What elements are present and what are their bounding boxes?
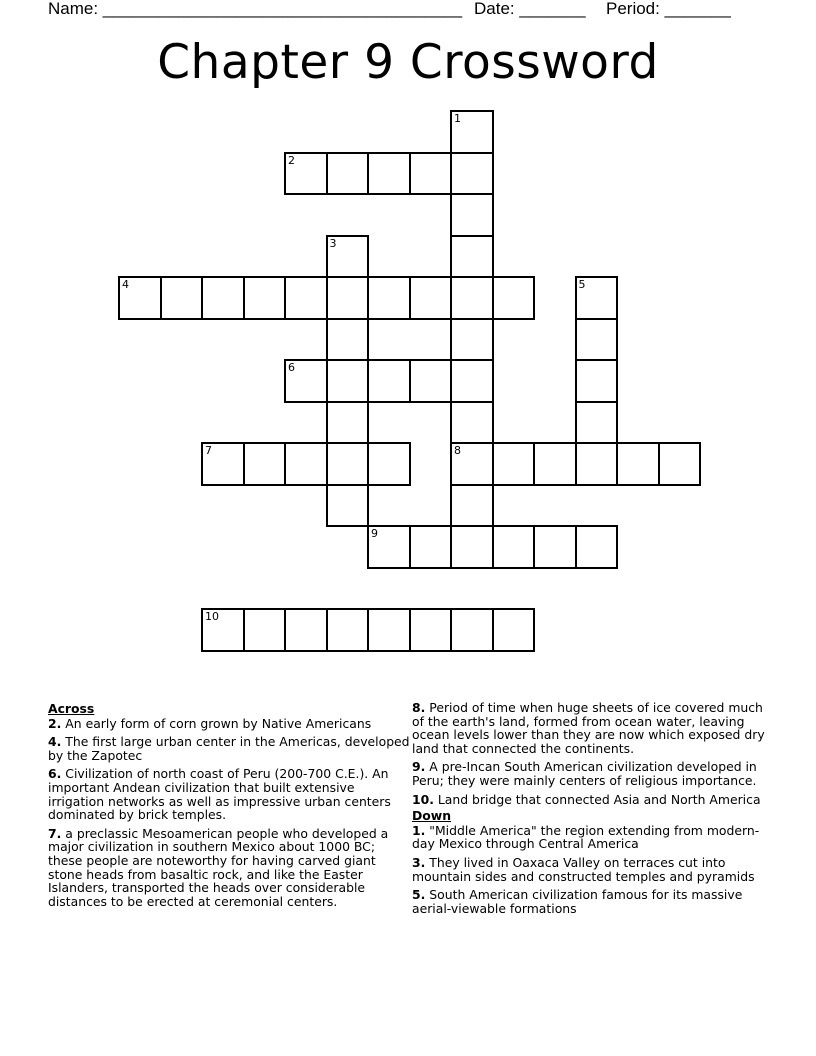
- cell-number: 1: [454, 112, 461, 125]
- clue-text: A pre-Incan South American civilization developed in Peru; they were mainly centers of religious importance.: [412, 759, 757, 788]
- grid-cell[interactable]: [575, 401, 619, 445]
- grid-cell[interactable]: [450, 401, 494, 445]
- grid-cell[interactable]: [450, 525, 494, 569]
- grid-cell[interactable]: [450, 359, 494, 403]
- clues-right-column: [412, 701, 772, 920]
- grid-cell[interactable]: [533, 525, 577, 569]
- grid-cell[interactable]: [450, 484, 494, 528]
- grid-cell[interactable]: [409, 525, 453, 569]
- clue-across-6: [48, 767, 410, 821]
- cell-number: 8: [454, 444, 461, 457]
- grid-cell[interactable]: [201, 608, 245, 652]
- clue-across-2: [48, 717, 410, 731]
- grid-cell[interactable]: [367, 608, 411, 652]
- grid-cell[interactable]: [367, 525, 411, 569]
- grid-cell[interactable]: [492, 608, 536, 652]
- down-heading: Down: [412, 808, 452, 824]
- grid-cell[interactable]: [326, 442, 370, 486]
- page-title: Chapter 9 Crossword: [157, 35, 659, 90]
- clue-number: 5.: [412, 887, 426, 903]
- clue-text: Civilization of north coast of Peru (200-700 C.E.). An important Andean civilization that built extensive irrigation networks as well as impressive urban centers dominated by brick temples.: [48, 766, 391, 823]
- grid-cell[interactable]: [284, 276, 328, 320]
- cell-number: 6: [288, 361, 295, 374]
- grid-cell[interactable]: [575, 442, 619, 486]
- grid-cell[interactable]: [326, 152, 370, 196]
- grid-cell[interactable]: [243, 276, 287, 320]
- clue-text: The first large urban center in the Americas, developed by the Zapotec: [48, 734, 410, 763]
- grid-cell[interactable]: [201, 276, 245, 320]
- grid-cell[interactable]: [492, 442, 536, 486]
- grid-cell[interactable]: [409, 276, 453, 320]
- clue-across-10: [412, 793, 772, 807]
- clue-text: Period of time when huge sheets of ice covered much of the earth's land, formed from ocean water, leaving ocean levels lower than they are now which exposed dry land that connected the continents.: [412, 700, 765, 756]
- grid-cell[interactable]: [575, 359, 619, 403]
- clue-number: 2.: [48, 715, 62, 731]
- clue-text: An early form of corn grown by Native Americans: [65, 715, 372, 731]
- grid-cell[interactable]: [201, 442, 245, 486]
- clue-number: 8.: [412, 700, 426, 715]
- grid-cell[interactable]: [284, 152, 328, 196]
- grid-cell[interactable]: [326, 608, 370, 652]
- date-field[interactable]: Date: _______: [474, 0, 586, 18]
- cell-number: 5: [578, 278, 586, 291]
- grid-cell[interactable]: [575, 318, 619, 362]
- grid-cell[interactable]: [616, 442, 660, 486]
- clue-text: Land bridge that connected Asia and North America: [437, 791, 761, 807]
- clue-across-7: [48, 827, 410, 909]
- header-line: [48, 0, 768, 20]
- grid-cell[interactable]: [284, 608, 328, 652]
- grid-cell[interactable]: [326, 318, 370, 362]
- clue-text: a preclassic Mesoamerican people who developed a major civilization in southern Mexico about 1000 BC; these people are noteworthy for having carved giant stone heads from basaltic rock, and like the Easter Islanders, transported the heads over considerable distances to be erected at ceremonial centers.: [48, 825, 389, 909]
- cell-number: 4: [122, 278, 129, 291]
- grid-cell[interactable]: [243, 608, 287, 652]
- grid-cell[interactable]: [450, 608, 494, 652]
- grid-cell[interactable]: [367, 359, 411, 403]
- grid-cell[interactable]: [284, 359, 328, 403]
- grid-cell[interactable]: [533, 442, 577, 486]
- clue-number: 6.: [48, 766, 62, 782]
- clue-number: 10.: [412, 791, 434, 807]
- clue-text: South American civilization famous for its massive aerial-viewable formations: [412, 887, 743, 916]
- clue-number: 3.: [412, 854, 426, 870]
- cell-number: 9: [371, 527, 378, 540]
- period-field[interactable]: Period: _______: [606, 0, 731, 18]
- across-heading: Across: [48, 701, 95, 716]
- grid-cell[interactable]: [409, 608, 453, 652]
- grid-cell[interactable]: [409, 359, 453, 403]
- grid-cell[interactable]: [367, 276, 411, 320]
- cell-number: 10: [205, 610, 219, 623]
- grid-cell[interactable]: [326, 276, 370, 320]
- grid-cell[interactable]: [118, 276, 162, 320]
- clue-text: They lived in Oaxaca Valley on terraces cut into mountain sides and constructed temples and pyramids: [412, 854, 755, 884]
- grid-cell[interactable]: [450, 152, 494, 196]
- grid-cell[interactable]: [658, 442, 702, 486]
- grid-cell[interactable]: [326, 235, 370, 279]
- grid-cell[interactable]: [450, 235, 494, 279]
- grid-cell[interactable]: [284, 442, 328, 486]
- grid-cell[interactable]: [326, 484, 370, 528]
- grid-cell[interactable]: [367, 152, 411, 196]
- cell-number: 3: [329, 236, 337, 250]
- clue-down-3: [412, 856, 772, 883]
- grid-cell[interactable]: [492, 276, 536, 320]
- grid-cell[interactable]: [450, 110, 494, 154]
- clue-across-8: [412, 701, 772, 755]
- clue-text: "Middle America" the region extending from modern-day Mexico through Central America: [412, 822, 760, 852]
- grid-cell[interactable]: [450, 276, 494, 320]
- grid-cell[interactable]: [367, 442, 411, 486]
- grid-cell[interactable]: [326, 401, 370, 445]
- clue-across-4: [48, 735, 410, 762]
- clue-down-5: [412, 888, 772, 915]
- grid-cell[interactable]: [243, 442, 287, 486]
- clue-number: 1.: [412, 822, 426, 838]
- cell-number: 2: [288, 153, 295, 167]
- grid-cell[interactable]: [409, 152, 453, 196]
- clue-number: 7.: [48, 825, 62, 841]
- grid-cell[interactable]: [450, 318, 494, 362]
- grid-cell[interactable]: [160, 276, 204, 320]
- grid-cell[interactable]: [492, 525, 536, 569]
- grid-cell[interactable]: [326, 359, 370, 403]
- grid-cell[interactable]: [450, 193, 494, 237]
- clue-number: 4.: [48, 734, 62, 750]
- name-field[interactable]: Name: ______________________________________: [48, 0, 463, 18]
- clue-number: 9.: [412, 759, 426, 775]
- clue-across-9: [412, 760, 772, 787]
- cell-number: 7: [205, 444, 212, 457]
- grid-cell[interactable]: [575, 525, 619, 569]
- grid-cell[interactable]: [575, 276, 619, 320]
- grid-cell[interactable]: [450, 442, 494, 486]
- clues-left-column: [48, 702, 410, 913]
- clue-down-1: [412, 824, 772, 851]
